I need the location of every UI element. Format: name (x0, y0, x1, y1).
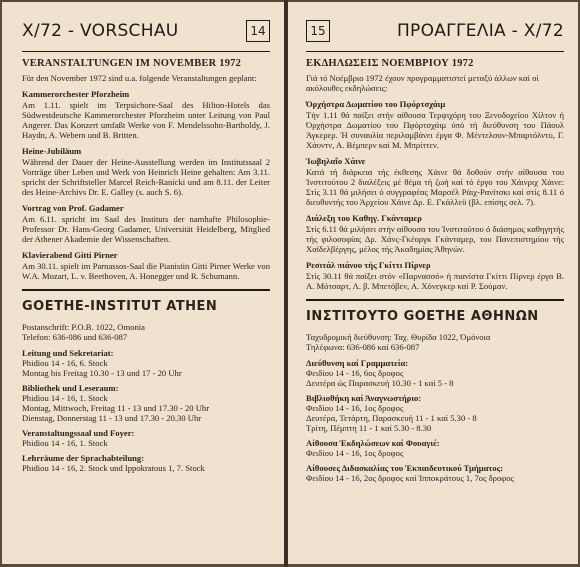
right-intro: Γιά τό Νοέμβριο 1972 έχουν προγραμματιστεί μεταξύ άλλων καί οί ακόλουθες εκδηλώσεις: (306, 73, 539, 93)
postal-address: Postanschrift: P.O.B. 1022, Omonia (22, 322, 145, 332)
left-divider (22, 289, 270, 291)
left-event (22, 203, 270, 244)
block-line: Φειδίου 14 - 16, 1ος δροφος (306, 448, 404, 458)
right-divider (306, 299, 564, 301)
left-library-block (22, 383, 270, 423)
left-event (22, 146, 270, 197)
left-office-block (22, 348, 270, 378)
postal-address: Ταχυδρομική διεύθυνση: Ταχ. Θυρίδα 1022, Όμόνοια (306, 332, 491, 342)
block-line: Δευτέρα, Τετάρτη, Παρασκευή 11 - 1 καί 5.30 - 8 (306, 413, 477, 423)
right-postal (306, 332, 564, 352)
right-page-number: 15 (306, 20, 330, 42)
left-classroom-block (22, 453, 270, 473)
left-event (22, 89, 270, 140)
event-heading: Ίωβηλαΐο Χάινε (306, 156, 366, 166)
left-intro: Für den November 1972 sind u.a. folgende Veranstaltungen geplant: (22, 73, 257, 83)
right-header (306, 14, 564, 48)
event-text: Τήν 1.11 θά παίξει στήν αίθουσα Τερψιχόρη του Ξενοδοχείου Χίλτον ή Όρχήστρα Δωματίου του Πφόρτσχάιμ ύπό τή διεύθυνση του Πάουλ Άγκερερ. Ή συναυλία περιλαμβάνει έργα Φ. Μέντελσον-Μπαρτόλντυ, Γ. Χάυντν, Α. Βέμπερν καί Μ. Μπρίττεν. (306, 110, 564, 150)
right-event (306, 260, 564, 291)
right-page-title: ΠΡΟΑΓΓΕΛΙΑ - X/72 (396, 21, 564, 41)
block-line: Φειδίου 14 - 16, 2ος δροφος καί Ίπποκράτους 1, 7ος δροφος (306, 473, 514, 483)
right-header-rule (306, 51, 564, 52)
event-text: Am 1.11. spielt im Terpsichore-Saal des Hilton-Hotels das Südwestdeutsche Kammerorchester Pforzheim unter Leitung von Paul Angerer. Das Konzert umfaßt Werke von F. Mendelssohn-Bartholdy, J. Haydn, A. Webern und B. Britten. (22, 100, 270, 140)
event-text: Während der Dauer der Heine-Ausstellung werden im Institutssaal 2 Vorträge über Leben und Werk von Heinrich Heine gehalten: Am 3.11. spricht der Schriftsteller Marcel Reich-Ranicki und am 8.11. der Leiter des Heine-Archivs Dr. E. Galley (s. auch S. 6). (22, 157, 270, 197)
block-line: Phidiou 14 - 16, 2. Stock und Ippokratous 1, 7. Stock (22, 463, 205, 473)
right-classroom-block (306, 463, 564, 483)
left-page-number: 14 (246, 20, 270, 42)
left-page-title: X/72 - VORSCHAU (22, 21, 179, 41)
event-heading: Heine-Jubiläum (22, 146, 82, 156)
left-section-title: VERANSTALTUNGEN IM NOVEMBER 1972 (22, 58, 242, 69)
block-line: Dienstag, Donnerstag 11 - 13 und 17.30 - 20.30 Uhr (22, 413, 202, 423)
block-line: Phidiou 14 - 16, 6. Stock (22, 358, 108, 368)
right-page (288, 2, 578, 564)
telephone: Τηλέφωνα: 636-086 καί 636-087 (306, 342, 420, 352)
event-text: Am 6.11. spricht im Saal des Instituts der namhafte Philosophie-Professor Dr. Hans-Georg Gadamer, Universität Heidelberg, Mitglied der Athener Akademie der Wissenschaften. (22, 214, 270, 244)
event-heading: Διάλεξη του Καθηγ. Γκάνταμερ (306, 213, 422, 223)
event-text: Κατά τή διάρκεια τής έκθεσης Χάινε θά δοθούν στήν αίθουσα του Ίνστιτούτου 2 διαλέξεις μέ θέμα τή ζωή καί τό έργο του Χάινριχ Χάινε: Στίς 3.11 θά μιλήσει ό συγγραφέας Μαρσέλ Ράιχ-Ρανίτσκι καί στίς 8.11 ό διευθυντής του Άρχείου Χάινε Δρ. Ε. Γκάλλεϋ (βλ. επίσης σελ. 7). (306, 167, 564, 207)
block-line: Montag bis Freitag 10.30 - 13 und 17 - 20 Uhr (22, 368, 182, 378)
telephone: Telefon: 636-086 und 636-087 (22, 332, 128, 342)
block-line: Phidiou 14 - 16, 1. Stock (22, 438, 108, 448)
event-text: Στίς 6.11 θά μιλήσει στήν αίθουσα του Ίνστιτούτου ό διάσημος καθηγητής τής φιλοσοφίας Δρ. Χάνς-Γκέοργκ Γκάνταμερ, του Πανεπιστημίου τής Χαϊδελβέργης, μέλος τής Άκαδημίας Άθηνών. (306, 224, 564, 254)
left-postal (22, 322, 270, 342)
event-text: Στίς 30.11 θά παίξει στόν «Παρνασσό» ή πιανίστα Γκίττι Πίρνερ έργα Β. Α. Μότσαρτ, Λ. β. Μπετόβεν, Α. Χόνεγκερ καί Ρ. Σούμαν. (306, 271, 564, 291)
block-line: Montag, Mittwoch, Freitag 11 - 13 und 17.30 - 20 Uhr (22, 403, 210, 413)
event-heading: Ρεσιτάλ πιάνου τής Γκίττι Πίρνερ (306, 260, 431, 270)
right-event (306, 99, 564, 150)
event-text: Am 30.11. spielt im Parnassos-Saal die Pianistin Gitti Pirner Werke von W.A. Mozart, L. v. Beethoven, A. Honegger und R. Schumann. (22, 261, 270, 281)
block-heading: Αίθουσα Έκδηλώσεων καί Φουαγιέ: (306, 438, 440, 448)
right-event (306, 213, 564, 254)
right-hall-block (306, 438, 564, 458)
left-page (2, 2, 284, 564)
right-event (306, 156, 564, 207)
left-header (22, 14, 270, 48)
block-line: Δευτέρα ώς Παρασκευή 10.30 - 1 καί 5 - 8 (306, 378, 454, 388)
block-line: Phidiou 14 - 16, 1. Stock (22, 393, 108, 403)
left-hall-block (22, 428, 270, 448)
left-event (22, 250, 270, 281)
block-heading: Βιβλιοθήκη καί Άναγνωστήριο: (306, 393, 422, 403)
event-heading: Όρχήστρα Δωματίου του Πφόρτσχάιμ (306, 99, 446, 109)
right-library-block (306, 393, 564, 433)
block-heading: Διεύθυνση καί Γραμματεία: (306, 358, 409, 368)
block-line: Φειδίου 14 - 16, 1ος δροφος (306, 403, 404, 413)
block-heading: Lehrräume der Sprachabteilung: (22, 453, 145, 463)
right-institute-title: ΙΝΣΤΙΤΟΥΤΟ GOETHE ΑΘΗΝΩΝ (306, 309, 539, 324)
event-heading: Kammerorchester Pforzheim (22, 89, 130, 99)
block-heading: Leitung und Sekretariat: (22, 348, 114, 358)
block-heading: Αίθουσες Διδασκαλίας του Έκπαιδευτικού Τμήματος: (306, 463, 504, 473)
block-line: Φειδίου 14 - 16, 6ος δροφος (306, 368, 404, 378)
event-heading: Klavierabend Gitti Pirner (22, 250, 118, 260)
block-line: Τρίτη, Πέμπτη 11 - 1 καί 5.30 - 8.30 (306, 423, 432, 433)
block-heading: Bibliothek und Leseraum: (22, 383, 119, 393)
right-section-title: ΕΚΔΗΛΩΣΕΙΣ ΝΟΕΜΒΡΙΟΥ 1972 (306, 58, 474, 69)
block-heading: Veranstaltungssaal und Foyer: (22, 428, 135, 438)
event-heading: Vortrag von Prof. Gadamer (22, 203, 124, 213)
left-institute-title: GOETHE-INSTITUT ATHEN (22, 299, 218, 314)
left-header-rule (22, 51, 270, 52)
right-office-block (306, 358, 564, 388)
